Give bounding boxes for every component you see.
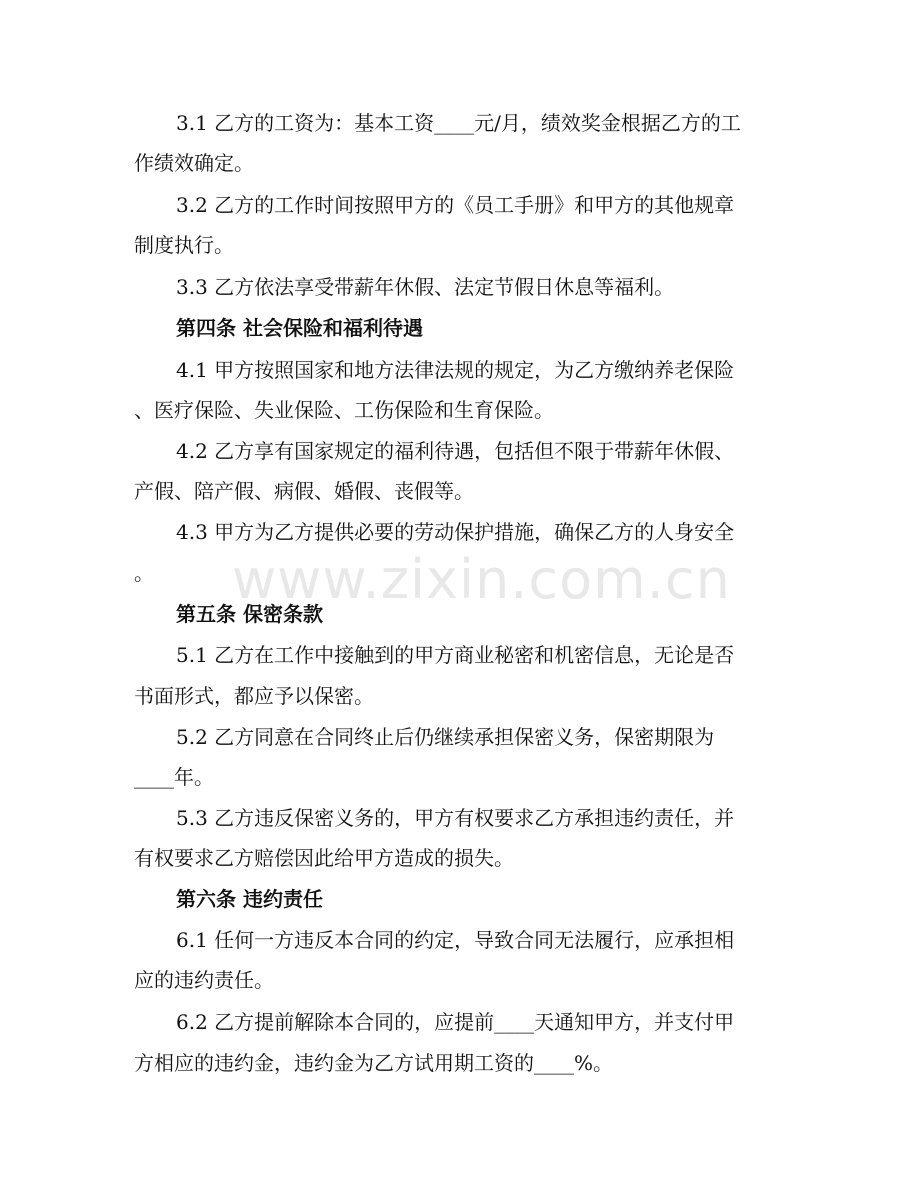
clause-3-1-line-1: 3.1 乙方的工资为：基本工资____元/月，绩效奖金根据乙方的工 [176, 111, 741, 135]
clause-5-2-line-1: 5.2 乙方同意在合同终止后仍继续承担保密义务，保密期限为 [176, 725, 715, 749]
clause-6-1-line-1: 6.1 任何一方违反本合同的约定，导致合同无法履行，应承担相 [176, 928, 735, 952]
clause-5-3-line-2: 有权要求乙方赔偿因此给甲方造成的损失。 [134, 846, 514, 870]
clause-4-1-line-2: 、医疗保险、失业保险、工伤保险和生育保险。 [134, 398, 554, 422]
clause-4-3-line-1: 4.3 甲方为乙方提供必要的劳动保护措施，确保乙方的人身安全 [176, 520, 735, 544]
article-5-heading: 第五条 保密条款 [176, 602, 323, 626]
clause-3-2-line-1: 3.2 乙方的工作时间按照甲方的《员工手册》和甲方的其他规章 [176, 193, 735, 217]
article-6-heading: 第六条 违约责任 [176, 887, 323, 911]
clause-3-3-line-1: 3.3 乙方依法享受带薪年休假、法定节假日休息等福利。 [176, 275, 675, 299]
clause-5-3-line-1: 5.3 乙方违反保密义务的，甲方有权要求乙方承担违约责任，并 [176, 806, 735, 830]
clause-5-1-line-1: 5.1 乙方在工作中接触到的甲方商业秘密和机密信息，无论是否 [176, 643, 735, 667]
clause-6-1-line-2: 应的违约责任。 [134, 968, 274, 992]
clause-6-2-line-1: 6.2 乙方提前解除本合同的，应提前____天通知甲方，并支付甲 [176, 1010, 735, 1034]
clause-4-1-line-1: 4.1 甲方按照国家和地方法律法规的规定，为乙方缴纳养老保险 [176, 358, 735, 382]
clause-6-2-line-2: 方相应的违约金，违约金为乙方试用期工资的____%。 [134, 1051, 614, 1075]
clause-4-3-line-2: 。 [134, 561, 154, 585]
clause-5-2-line-2: ____年。 [134, 765, 214, 789]
clause-3-2-line-2: 制度执行。 [134, 233, 234, 257]
clause-3-1-line-2: 作绩效确定。 [134, 151, 254, 175]
clause-4-2-line-2: 产假、陪产假、病假、婚假、丧假等。 [134, 479, 474, 503]
watermark-text: www.zixin.com.cn [232, 548, 731, 611]
clause-4-2-line-1: 4.2 乙方享有国家规定的福利待遇，包括但不限于带薪年休假、 [176, 439, 735, 463]
clause-5-1-line-2: 书面形式，都应予以保密。 [134, 684, 374, 708]
article-4-heading: 第四条 社会保险和福利待遇 [176, 316, 423, 340]
